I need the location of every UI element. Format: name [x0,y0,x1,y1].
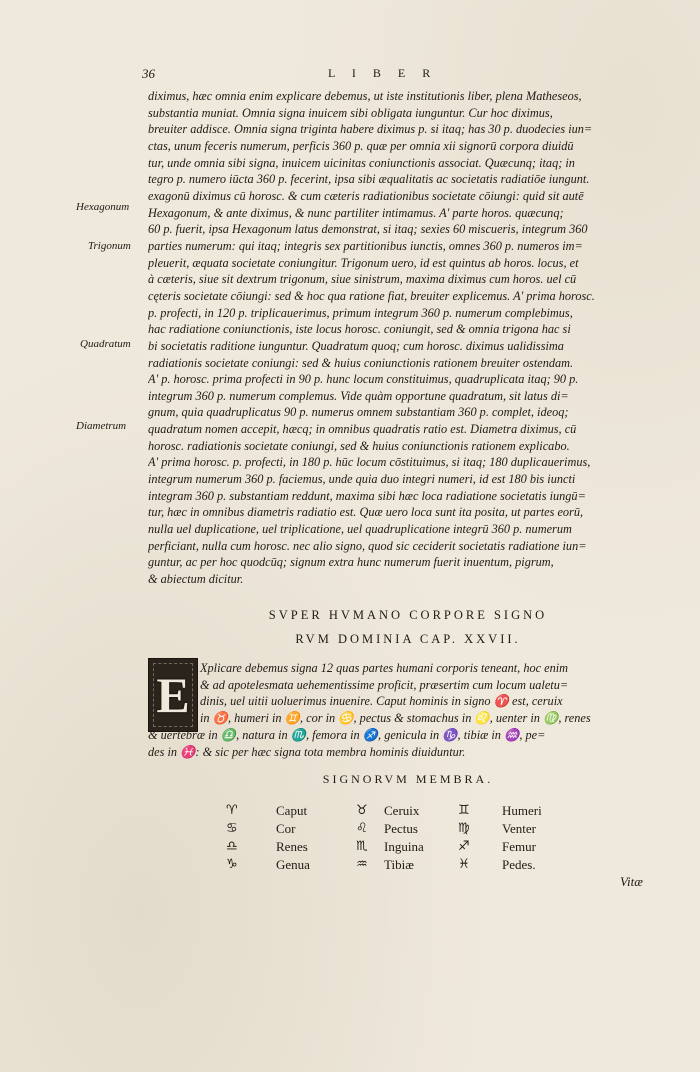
page-header [142,66,662,84]
text-line: A' p. horosc. prima profecti in 90 p. hunc locum constituimus, quadruplicata itaq; 90 p. [148,372,579,387]
body-part-name: Genua [276,857,310,872]
chapter-text-line: in ♉, humeri in ♊, cor in ♋, pectus & stomachus in ♌, uenter in ♍, renes [200,711,591,726]
margin-note-hexagonum: Hexagonum [76,201,130,213]
chapter-title-line-1: SVPER HVMANO CORPORE SIGNO [268,608,548,622]
text-line: substantia muniat. Omnia signa inuicem sibi obligata iunguntur. Cur hoc diximus, [148,105,553,120]
text-line: parties numerum: qui itaq; integris sex partitionibus iunctis, omnes 360 p. numeros im= [148,238,583,253]
members-row [226,821,586,839]
initial-letter: E [156,667,190,723]
text-line: exagonū diximus cū horosc. & cum cæteris radiationibus societate cōiungi: quid sit autē [148,188,584,203]
chapter-text-line: & uertebræ in ♎, natura in ♏, femora in ♐, genicula in ♑, tibiæ in ♒, pe= [148,727,546,742]
zodiac-sign-symbol: ♎ [226,839,238,854]
body-part-name: Cor [276,821,296,836]
text-line: integrum 360 p. numerum complemus. Vide quàm opportune quadratum, sit latus di= [148,388,569,403]
text-line: cęteris societate cōiungi: sed & hoc qua ratione fiat, breuiter explicemus. A' prima horosc. [148,288,595,303]
text-line: guntur, ac per hoc quodcūq; signum extra hunc numerum fuerit inuentum, pigrum, [148,555,554,570]
body-part-name: Humeri [502,803,542,818]
zodiac-sign-symbol: ♌ [356,821,368,836]
catchword: Vitæ [620,874,643,889]
text-line: radiationis societate coniungi: sed & huius coniunctionis rationem breuiter ostendam. [148,355,574,370]
zodiac-sign-symbol: ♋ [226,821,238,836]
text-line: breuiter addisce. Omnia signa triginta habere diximus p. si itaq; has 30 p. duodecies iun= [148,122,593,137]
body-part-name: Femur [502,839,536,854]
zodiac-sign-symbol: ♐ [458,839,470,854]
chapter-text-line: & ad apotelesmata uehementissime proficit, præsertim cum locum ualetu= [200,677,569,692]
body-part-name: Renes [276,839,308,854]
text-line: tur, hæc in omnibus diametris radiatio est. Quæ uero loca sunt ita posita, ut partes eorū, [148,505,584,520]
text-line: diximus, hæc omnia enim explicare debemus, ut iste institutionis liber, plena Matheseos, [148,89,582,103]
margin-note-trigonum: Trigonum [88,240,131,252]
text-line: horosc. radiationis societate coniungi, sed & huius coniunctionis rationem explicabo. [148,438,570,453]
text-line: tegro p. numero iūcta 360 p. fecerint, ipsa sibi æqualitatis ac societatis radiatiōe iungunt. [148,172,590,187]
margin-note-diametrum: Diametrum [76,420,127,432]
chapter-title-line-2: RVM DOMINIA CAP. XXVII. [295,632,521,646]
members-row [226,803,586,821]
zodiac-sign-symbol: ♊ [458,803,470,818]
text-line: bi societatis raditione iunguntur. Quadratum quoq; cum horosc. diximus ualidissima [148,338,564,353]
text-line: gnum, quia quadruplicatus 90 p. numerus omnem substantiam 360 p. complet, ideoq; [148,405,569,420]
text-line: & abiectum dicitur. [148,572,244,587]
body-part-name: Tibiæ [384,857,414,872]
text-line: p. profecti, in 120 p. triplicauerimus, primum integrum 360 p. numerum complebimus, [148,305,573,320]
margin-note-quadratum: Quadratum [80,338,131,350]
chapter-text-line: Xplicare debemus signa 12 quas partes humani corporis teneant, hoc enim [200,661,569,675]
text-line: pleuerit, æquata societate coniungitur. Trigonum uero, id est quintus ab horos. locus, et [148,255,579,270]
text-line: integram 360 p. substantiam reddunt, maxima sibi hæc loca radiatione societatis iungū= [148,488,586,503]
zodiac-sign-symbol: ♓ [458,857,470,872]
text-line: integrum numerum 360 p. faciemus, unde quia duo integri numeri, id est 180 bis iuncti [148,472,576,487]
folio-number: 36 [142,66,155,81]
members-table-title: SIGNORVM MEMBRA. [322,772,494,786]
body-part-name: Pectus [384,821,418,836]
members-row [226,839,586,857]
zodiac-sign-symbol: ♒ [356,857,368,872]
body-part-name: Venter [502,821,536,836]
chapter-text-line: des in ♓: & sic per hæc signa tota membra hominis diuiduntur. [148,744,466,759]
text-line: 60 p. fuerit, ipsa Hexagonum latus demonstrat, si itaq; sexies 60 miscueris, integrum 360 [148,222,588,237]
body-part-name: Inguina [384,839,424,854]
chapter-text-block [148,660,664,760]
body-part-name: Caput [276,803,308,818]
body-part-name: Ceruix [384,803,420,818]
zodiac-sign-symbol: ♉ [356,803,368,818]
text-line: Hexagonum, & ante diximus, & nunc partiliter intimamus. A' parte horos. quæcunq; [148,205,564,220]
text-line: perficiant, nulla cum horosc. nec alio signo, quod sic ceciderit societatis radiatione iun= [148,538,587,553]
chapter-text-line: dinis, uel uitii uoluerimus inuenire. Caput hominis in signo ♈ est, ceruix [200,694,563,709]
text-line: A' prima horosc. p. profecti, in 180 p. hūc locum cōstituimus, si itaq; 180 duplicauerimus, [148,455,591,470]
zodiac-sign-symbol: ♏ [356,839,368,854]
members-table [226,803,586,875]
text-line: nulla uel duplicatione, uel triplicatione, uel quadruplicatione integrū 360 p. numerum [148,522,572,537]
text-line: hac radiatione coniunctionis, iste locus horosc. coniungit, sed & omnia trigona hac si [148,322,571,337]
zodiac-sign-symbol: ♑ [226,857,238,872]
members-row [226,857,586,875]
running-title: L I B E R [328,66,438,80]
text-line: ctas, unum feceris numerum, perficis 360 p. quæ per omnia xii signorū corpora diuidū [148,138,574,153]
body-part-name: Pedes. [502,857,536,872]
text-line: quadratum nomen accepit, hæcq; in omnibus quadratis ratio est. Diametra diximus, cū [148,422,577,437]
zodiac-sign-symbol: ♍ [458,821,470,836]
main-text-block [148,88,664,588]
text-line: à cæteris, siue sit dextrum trigonum, siue sinistrum, maxima diximus cum horos. uel cū [148,272,577,287]
zodiac-sign-symbol: ♈ [226,803,238,818]
text-line: tur, unde omnia sibi signa, inuicem uicinitas coniunctionis associat. Quæcunq; itaq; in [148,155,575,170]
